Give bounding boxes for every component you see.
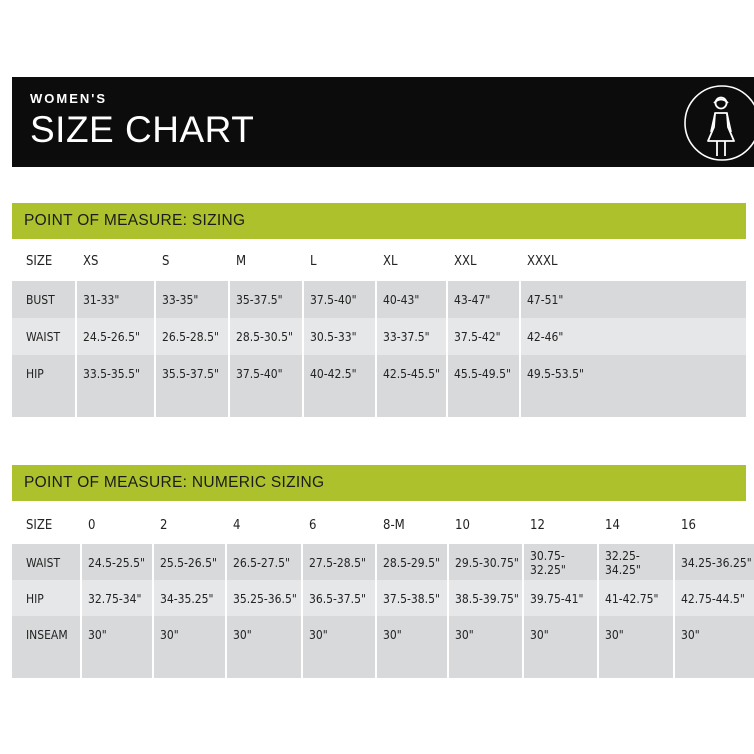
column-header: L [310,254,317,269]
table-cell: 30" [233,627,252,642]
column-header: 4 [233,517,241,533]
table-cell: 49.5-53.5" [527,366,584,381]
row-label: BUST [26,292,55,307]
table-cell: 25.5-26.5" [160,555,217,570]
column-divider [75,281,77,417]
column-divider [522,544,524,678]
column-header-size: SIZE [26,254,53,269]
table-cell: 42.5-45.5" [383,366,440,381]
table-cell: 28.5-29.5" [383,555,440,570]
column-header-size: SIZE [26,517,53,533]
table-cell: 33.5-35.5" [83,366,140,381]
column-header: 8-M [383,517,405,533]
column-header: 6 [309,517,317,533]
column-divider [447,544,449,678]
table-cell: 30" [88,627,107,642]
table-cell: 35-37.5" [236,292,283,307]
column-divider [154,281,156,417]
table-row [12,580,754,616]
table-cell: 35.5-37.5" [162,366,219,381]
table-cell: 40-43" [383,292,420,307]
header-title: SIZE CHART [30,109,255,150]
table-cell: 30" [383,627,402,642]
table-cell: 30" [530,627,549,642]
woman-figure-icon [684,83,754,163]
table-cell: 31-33" [83,292,120,307]
table-cell: 41-42.75" [605,591,659,606]
row-label: HIP [26,591,44,606]
column-divider [80,544,82,678]
row-label: INSEAM [26,627,68,642]
table-cell: 37.5-40" [236,366,283,381]
table-cell: 39.75-41" [530,591,584,606]
size-header-row [12,507,754,543]
table-cell: 37.5-42" [454,329,501,344]
table-cell: 30.75-32.25" [530,548,566,577]
column-divider [152,544,154,678]
column-divider [597,544,599,678]
column-header: 0 [88,517,96,533]
row-label: WAIST [26,555,61,570]
table-cell: 33-37.5" [383,329,430,344]
table-cell: 32.75-34" [88,591,142,606]
column-divider [228,281,230,417]
table-cell: 37.5-40" [310,292,357,307]
table-row [12,616,754,678]
table-cell: 32.25-34.25" [605,548,641,577]
table-cell: 26.5-28.5" [162,329,219,344]
column-header: XXXL [527,254,558,269]
table-row [12,544,754,580]
table-cell: 30" [681,627,700,642]
column-header: 10 [455,517,470,533]
table-cell: 24.5-25.5" [88,555,145,570]
table-cell: 28.5-30.5" [236,329,293,344]
table-cell: 30.5-33" [310,329,357,344]
column-header: XXL [454,254,477,269]
table-cell: 30" [160,627,179,642]
table-cell: 34-35.25" [160,591,214,606]
column-header: M [236,254,247,269]
column-divider [225,544,227,678]
column-divider [302,281,304,417]
table-cell: 33-35" [162,292,199,307]
table-cell: 30" [605,627,624,642]
table-cell: 26.5-27.5" [233,555,290,570]
table-cell: 38.5-39.75" [455,591,519,606]
column-header: XS [83,254,99,269]
table-row [12,355,746,417]
row-label: WAIST [26,329,61,344]
table-cell: 24.5-26.5" [83,329,140,344]
row-label: HIP [26,366,44,381]
column-divider [375,281,377,417]
column-divider [446,281,448,417]
table-cell: 36.5-37.5" [309,591,366,606]
table-cell: 34.25-36.25" [681,555,752,570]
table-cell: 29.5-30.75" [455,555,519,570]
table-row [12,281,746,318]
table-cell: 42-46" [527,329,564,344]
table-cell: 37.5-38.5" [383,591,440,606]
section-title-sizing: POINT OF MEASURE: SIZING [12,203,746,239]
column-divider [519,281,521,417]
column-header: S [162,254,170,269]
table-row [12,318,746,355]
column-divider [301,544,303,678]
table-cell: 40-42.5" [310,366,357,381]
column-header: XL [383,254,398,269]
column-divider [375,544,377,678]
column-header: 12 [530,517,545,533]
table-cell: 47-51" [527,292,564,307]
table-cell: 35.25-36.5" [233,591,297,606]
size-chart-header [12,77,754,167]
table-cell: 27.5-28.5" [309,555,366,570]
column-header: 2 [160,517,168,533]
table-cell: 45.5-49.5" [454,366,511,381]
size-header-row [12,243,746,280]
column-divider [673,544,675,678]
column-header: 16 [681,517,696,533]
header-subtitle: WOMEN'S [30,91,108,106]
column-header: 14 [605,517,620,533]
section-title-numeric-sizing: POINT OF MEASURE: NUMERIC SIZING [12,465,746,501]
table-cell: 42.75-44.5" [681,591,745,606]
table-cell: 30" [455,627,474,642]
table-cell: 30" [309,627,328,642]
table-cell: 43-47" [454,292,491,307]
